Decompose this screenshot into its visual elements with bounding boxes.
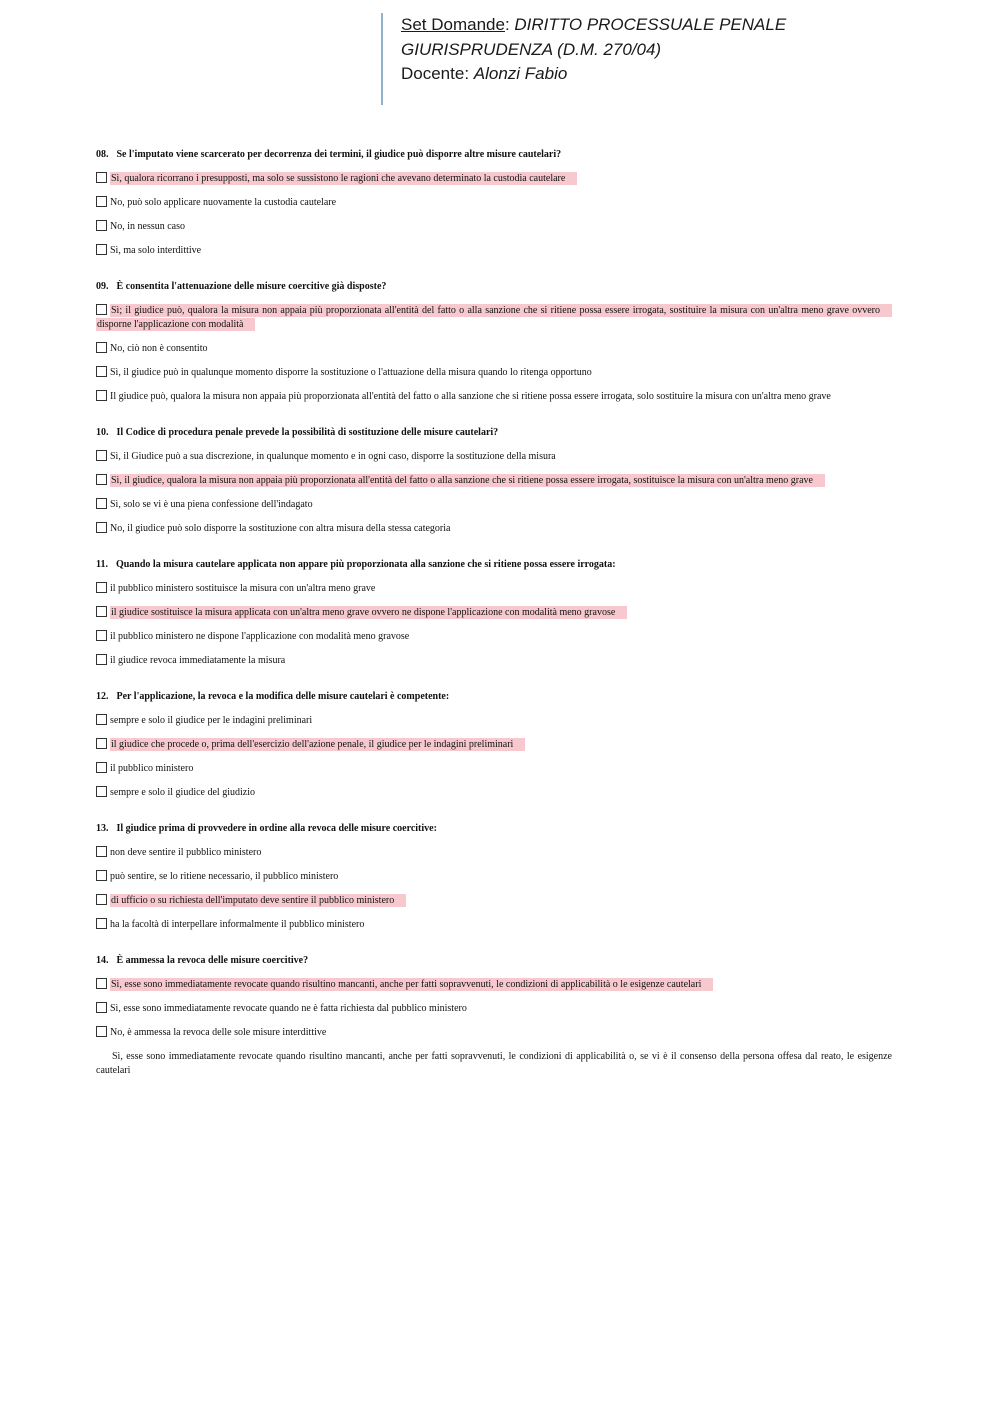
checkbox[interactable] [96,894,107,905]
answer-text: Sì, esse sono immediatamente revocate quando ne è fatta richiesta dal pubblico ministero [110,1003,467,1014]
course-subtitle: GIURISPRUDENZA (D.M. 270/04) [401,39,662,59]
answer-text: Sì, solo se vi è una piena confessione dell'indagato [110,499,313,510]
checkbox[interactable] [96,738,107,749]
checkbox[interactable] [96,366,107,377]
answer-text: Sì, qualora ricorrano i presupposti, ma solo se sussistono le ragioni che avevano determinato la custodia cautelare [110,172,577,185]
question-number: 13. [96,823,109,834]
question-title [96,558,892,571]
answer-option [96,606,892,620]
question-number: 10. [96,427,109,438]
question-number: 14. [96,955,109,966]
answer-option [96,304,892,332]
checkbox[interactable] [96,846,107,857]
question-13 [96,822,892,932]
question-number: 11. [96,559,108,570]
course-line-2 [401,38,786,63]
answer-option [96,498,892,512]
question-10 [96,426,892,536]
teacher-line [401,62,786,87]
answer-option [96,654,892,668]
set-label: Set Domande [401,15,505,34]
checkbox[interactable] [96,918,107,929]
answer-text: non deve sentire il pubblico ministero [110,847,262,858]
question-09 [96,280,892,404]
answer-option [96,786,892,800]
checkbox[interactable] [96,244,107,255]
checkbox[interactable] [96,582,107,593]
question-text: Quando la misura cautelare applicata non appare più proporzionata alla sanzione che si ritiene possa essere irrogata: [115,559,616,570]
checkbox[interactable] [96,978,107,989]
checkbox[interactable] [96,1002,107,1013]
answer-option [96,172,892,186]
answer-text: No, può solo applicare nuovamente la custodia cautelare [110,197,337,208]
question-11 [96,558,892,668]
checkbox[interactable] [96,474,107,485]
answer-option [96,1050,892,1078]
answer-option [96,630,892,644]
checkbox[interactable] [96,1026,107,1037]
answer-text: No, il giudice può solo disporre la sostituzione con altra misura della stessa categoria [110,523,451,534]
answer-text: ha la facoltà di interpellare informalmente il pubblico ministero [110,919,365,930]
answer-option [96,978,892,992]
answer-text: Sì, ma solo interdittive [110,245,202,256]
question-text: Il Codice di procedura penale prevede la possibilità di sostituzione delle misure cautelari? [116,427,499,438]
question-text: È consentita l'attenuazione delle misure coercitive già disposte? [116,281,387,292]
checkbox[interactable] [96,390,107,401]
checkbox[interactable] [96,498,107,509]
teacher-name: Alonzi Fabio [473,64,568,83]
question-text: È ammessa la revoca delle misure coercitive? [116,955,309,966]
answer-option [96,196,892,210]
answer-option [96,342,892,356]
question-14 [96,954,892,1078]
answer-option [96,474,892,488]
question-list [96,148,892,1100]
answer-text: il giudice che procede o, prima dell'esercizio dell'azione penale, il giudice per le indagini preliminari [110,738,525,751]
answer-text: Sì, esse sono immediatamente revocate quando risultino mancanti, anche per fatti sopravvenuti, le condizioni di applicabilità o le esigenze cautelari [110,978,713,991]
question-title [96,280,892,293]
checkbox[interactable] [96,762,107,773]
checkbox[interactable] [96,196,107,207]
answer-text: No, è ammessa la revoca delle sole misure interdittive [110,1027,327,1038]
answer-text: Il giudice può, qualora la misura non appaia più proporzionata all'entità del fatto o alla sanzione che si ritiene possa essere irrogata, solo sostituire la misura con un'altra meno grave [110,391,831,402]
answer-option [96,366,892,380]
answer-option [96,450,892,464]
answer-text: il giudice revoca immediatamente la misura [110,655,286,666]
answer-option [96,918,892,932]
answer-option [96,582,892,596]
teacher-label: Docente: [401,64,474,83]
question-number: 08. [96,149,109,160]
question-number: 09. [96,281,109,292]
answer-text: il pubblico ministero ne dispone l'applicazione con modalità meno gravose [110,631,410,642]
question-08 [96,148,892,258]
answer-option [96,220,892,234]
checkbox[interactable] [96,714,107,725]
answer-option [96,762,892,776]
answer-text: il pubblico ministero [110,763,194,774]
question-12 [96,690,892,800]
checkbox[interactable] [96,654,107,665]
checkbox[interactable] [96,304,107,315]
question-title [96,690,892,703]
checkbox[interactable] [96,342,107,353]
answer-option [96,1026,892,1040]
checkbox[interactable] [96,606,107,617]
answer-text: il pubblico ministero sostituisce la misura con un'altra meno grave [110,583,376,594]
checkbox[interactable] [96,786,107,797]
set-title-line [401,13,786,38]
checkbox[interactable] [96,172,107,183]
question-title [96,822,892,835]
question-title [96,426,892,439]
answer-text: No, ciò non è consentito [110,343,208,354]
answer-text: Sì, il giudice può in qualunque momento disporre la sostituzione o l'attuazione della misura quando lo ritenga opportuno [110,367,592,378]
answer-text: può sentire, se lo ritiene necessario, il pubblico ministero [110,871,339,882]
set-colon: : [504,15,515,34]
answer-text: Sì, il giudice, qualora la misura non appaia più proporzionata all'entità del fatto o alla sanzione che si ritiene possa essere irrogata, sostituisce la misura con un'altra meno grave [110,474,825,487]
question-text: Per l'applicazione, la revoca e la modifica delle misure cautelari è competente: [116,691,450,702]
answer-option [96,522,892,536]
checkbox[interactable] [96,450,107,461]
answer-text: No, in nessun caso [110,221,185,232]
answer-text: sempre e solo il giudice del giudizio [110,787,255,798]
question-title [96,148,892,161]
answer-option [96,870,892,884]
answer-text: il giudice sostituisce la misura applicata con un'altra meno grave ovvero ne dispone l'applicazione con modalità meno gravose [110,606,627,619]
question-number: 12. [96,691,109,702]
question-text: Se l'imputato viene scarcerato per decorrenza dei termini, il giudice può disporre altre misure cautelari? [116,149,562,160]
course-name: DIRITTO PROCESSUALE PENALE [514,15,787,34]
checkbox[interactable] [96,522,107,533]
document-header [381,13,786,105]
checkbox[interactable] [96,220,107,231]
answer-text: Sì; il giudice può, qualora la misura non appaia più proporzionata all'entità del fatto o alla sanzione che si ritiene possa essere irrogata, sostituire la misura con un'altra meno grave ovvero disporne l'applicazione con modalità [96,304,892,331]
answer-option [96,1002,892,1016]
answer-option [96,714,892,728]
answer-option [96,244,892,258]
answer-text: Sì, esse sono immediatamente revocate quando risultino mancanti, anche per fatti sopravvenuti, le condizioni di applicabilità o, se vi è il consenso della persona offesa dal reato, le esigenze cautelari [96,1051,892,1076]
answer-option [96,390,892,404]
answer-option [96,894,892,908]
question-title [96,954,892,967]
question-text: Il giudice prima di provvedere in ordine alla revoca delle misure coercitive: [116,823,437,834]
answer-text: di ufficio o su richiesta dell'imputato deve sentire il pubblico ministero [110,894,406,907]
checkbox[interactable] [96,630,107,641]
answer-option [96,846,892,860]
answer-text: Sì, il Giudice può a sua discrezione, in qualunque momento e in ogni caso, disporre la sostituzione della misura [110,451,556,462]
answer-option [96,738,892,752]
checkbox[interactable] [96,870,107,881]
answer-text: sempre e solo il giudice per le indagini preliminari [110,715,313,726]
